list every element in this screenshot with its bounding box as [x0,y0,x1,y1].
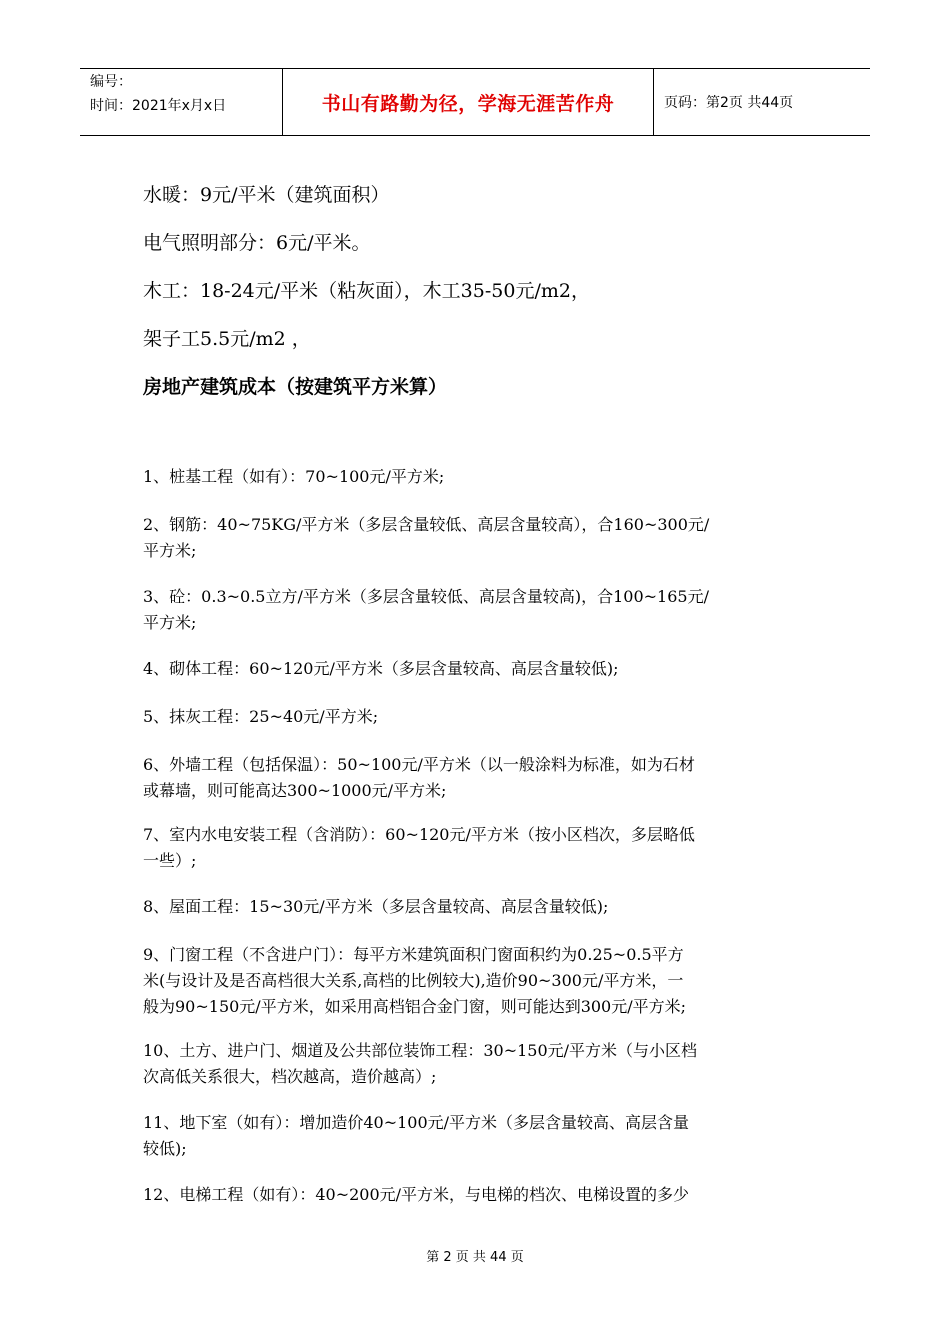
section-title: 房地产建筑成本（按建筑平方米算） [143,376,448,398]
cost-item-line: 5、抹灰工程：25~40元/平方米; [143,707,379,726]
time-label: 时间：2021年x月x日 [90,98,227,114]
header-table [80,68,870,136]
cost-item-line: 次高低关系很大，档次越高，造价越高）; [143,1067,437,1086]
cost-item [143,656,808,682]
cost-item-line: 12、电梯工程（如有）：40~200元/平方米，与电梯的档次、电梯设置的多少 [143,1185,690,1204]
cost-item [143,512,808,564]
cost-item-line: 7、室内水电安装工程（含消防）：60~120元/平方米（按小区档次，多层略低 [143,825,695,844]
cost-item-line: 9、门窗工程（不含进户门）：每平方米建筑面积门窗面积约为0.25~0.5平方 [143,945,684,964]
number-label: 编号： [90,74,132,90]
cost-item [143,584,808,636]
line-electric-lighting: 电气照明部分：6元/平米。 [143,232,371,254]
cost-item-line: 8、屋面工程：15~30元/平方米（多层含量较高、高层含量较低); [143,897,609,916]
cost-item [143,1110,808,1162]
header-page-cell [654,69,870,135]
line-carpentry: 木工：18-24元/平米（粘灰面），木工35-50元/m2， [143,280,590,302]
cost-item-line: 3、砼：0.3~0.5立方/平方米（多层含量较低、高层含量较高)，合100~165元/ [143,587,709,606]
cost-item [143,822,808,874]
header-motto-cell [282,69,654,135]
cost-item-line: 一些）; [143,851,197,870]
cost-item-line: 11、地下室（如有）：增加造价40~100元/平方米（多层含量较高、高层含量 [143,1113,690,1132]
cost-item-line: 1、桩基工程（如有）：70~100元/平方米; [143,467,445,486]
cost-item [143,942,808,1020]
cost-item-line: 4、砌体工程：60~120元/平方米（多层含量较高、高层含量较低); [143,659,619,678]
header-left-cell [80,69,282,135]
cost-item [143,464,808,490]
cost-item [143,894,808,920]
cost-item [143,752,808,804]
motto-text: 书山有路勤为径，学海无涯苦作舟 [321,92,615,115]
cost-item-line: 或幕墙，则可能高达300~1000元/平方米; [143,781,447,800]
cost-item-line: 较低); [143,1139,187,1158]
cost-item-line: 平方米; [143,541,197,560]
page-footer: 第 2 页 共 44 页 [426,1250,524,1265]
cost-item-line: 6、外墙工程（包括保温）：50~100元/平方米（以一般涂料为标准，如为石材 [143,755,695,774]
cost-item-line: 米(与设计及是否高档很大关系,高档的比例较大),造价90~300元/平方米，一 [143,971,684,990]
line-plumbing-heating: 水暖：9元/平米（建筑面积） [143,184,390,206]
line-scaffolding: 架子工5.5元/m2 ， [143,328,311,350]
page-info: 页码：第2页 共44页 [664,95,794,111]
cost-item-line: 2、钢筋：40~75KG/平方米（多层含量较低、高层含量较高），合160~300元/ [143,515,710,534]
cost-item-line: 般为90~150元/平方米，如采用高档铝合金门窗，则可能达到300元/平方米; [143,997,687,1016]
cost-item [143,1182,808,1208]
cost-item-line: 10、土方、进户门、烟道及公共部位装饰工程：30~150元/平方米（与小区档 [143,1041,698,1060]
cost-item [143,1038,808,1090]
cost-item [143,704,808,730]
cost-item-line: 平方米; [143,613,197,632]
